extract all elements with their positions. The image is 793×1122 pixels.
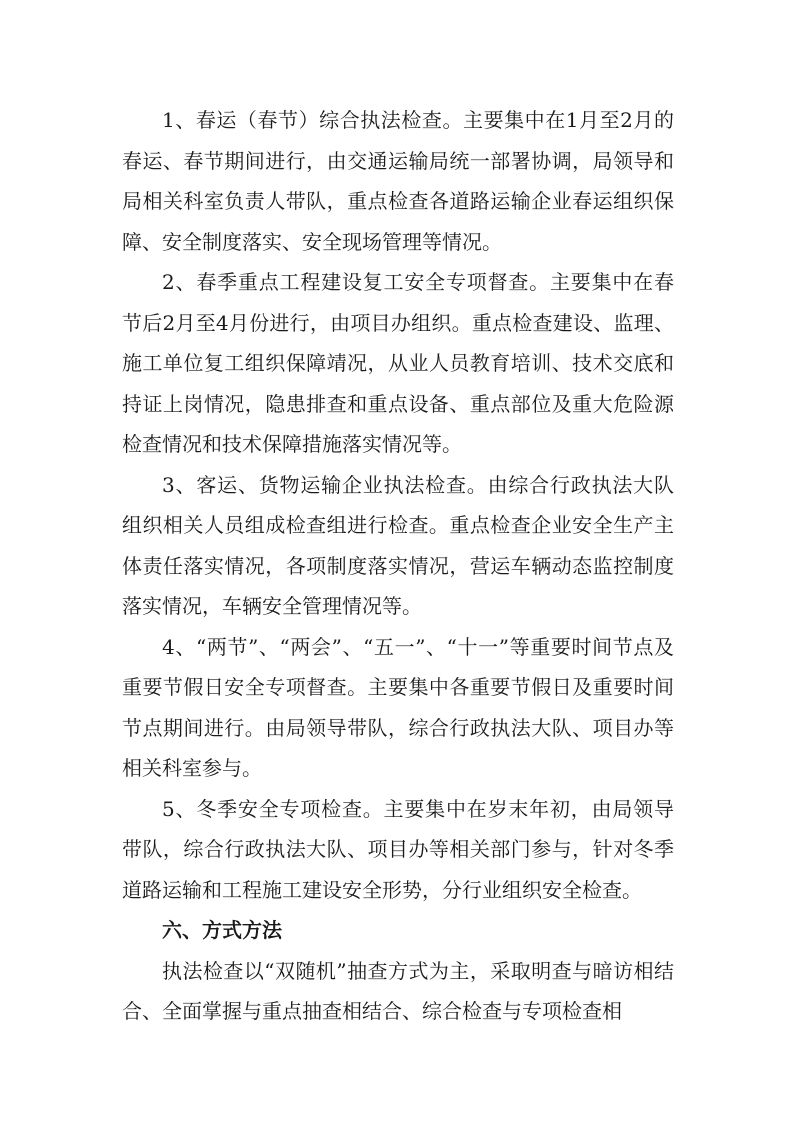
section-heading-methods: 六、方式方法: [162, 918, 282, 942]
document-body: [122, 100, 674, 1032]
paragraph-transport-enterprise-inspection: 3、客运、货物运输企业执法检查。由综合行政执法大队组织相关人员组成检查组进行检查。重点检查企业安全生产主体责任落实情况，各项制度落实情况，营运车辆动态监控制度落实情况，车辆安全管理情况等。: [122, 472, 674, 618]
paragraph-spring-construction-inspection: 2、春季重点工程建设复工安全专项督查。主要集中在春节后2月至4月份进行，由项目办组织。重点检查建设、监理、施工单位复工组织保障靖况，从业人员教育培训、技术交底和持证上岗情况，隐患排查和重点设备、重点部位及重大危险源检查情况和技术保障措施落实情况等。: [122, 270, 674, 456]
paragraph-methods: 执法检查以“双随机”抽查方式为主，采取明查与暗访相结合、全面掌握与重点抽查相结合、综合检查与专项检查相: [122, 958, 674, 1023]
paragraph-holiday-inspection: 4、“两节”、“两会”、“五一”、“十一”等重要时间节点及重要节假日安全专项督查。主要集中各重要节假日及重要时间节点期间进行。由局领导带队，综合行政执法大队、项目办等相关科室参与。: [122, 634, 674, 780]
paragraph-spring-festival-inspection: 1、春运（春节）综合执法检查。主要集中在1月至2月的春运、春节期间进行，由交通运输局统一部署协调，局领导和局相关科室负责人带队，重点检查各道路运输企业春运组织保障、安全制度落实、安全现场管理等情况。: [122, 108, 674, 254]
paragraph-winter-inspection: 5、冬季安全专项检查。主要集中在岁末年初，由局领导带队，综合行政执法大队、项目办等相关部门参与，针对冬季道路运输和工程施工建设安全形势，分行业组织安全检查。: [122, 796, 674, 902]
